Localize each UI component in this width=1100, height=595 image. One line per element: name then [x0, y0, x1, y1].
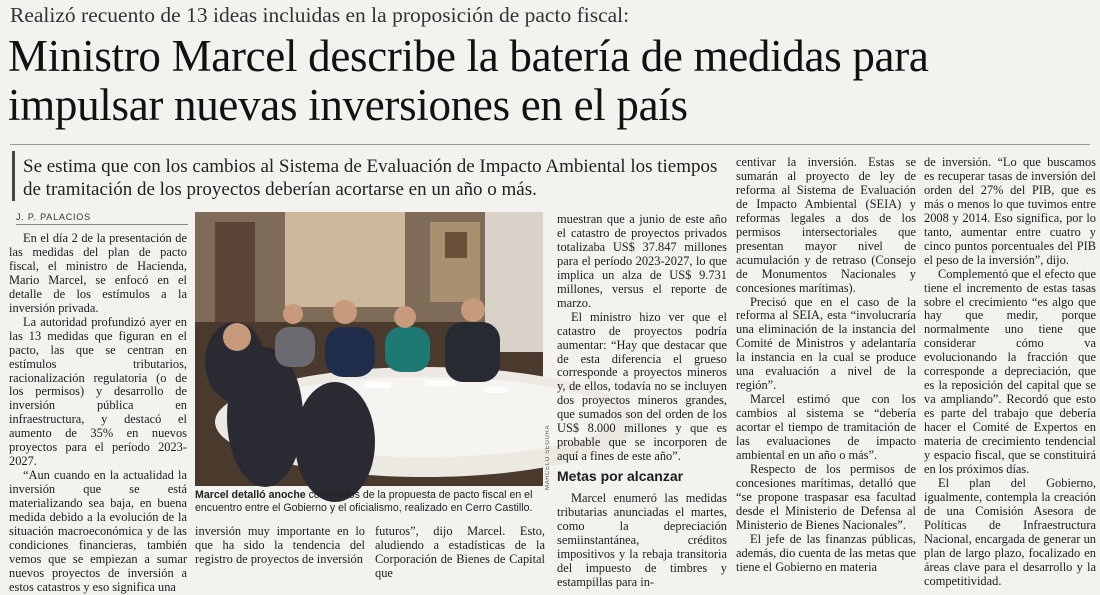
article-column-4: [557, 212, 727, 589]
article-column-6: [924, 155, 1096, 588]
headline: Ministro Marcel describe la batería de medidas para impulsar nuevas inversiones en el país: [8, 31, 929, 130]
photo-caption: [195, 489, 545, 514]
paragraph: Marcel enumeró las medidas tributarias anunciadas el martes, como la depreciación semiinstantánea, créditos impositivos y la rebaja transitoria del impuesto de timbres y estampillas para in-: [557, 491, 727, 589]
article-column-1: [9, 231, 187, 594]
photo-credit: MARCELO SEGURA: [545, 424, 551, 490]
kicker: Realizó recuento de 13 ideas incluidas en la proposición de pacto fiscal:: [10, 3, 630, 27]
paragraph: Marcel estimó que con los cambios al sistema se “debería acortar el tiempo de tramitación de las evaluaciones de impacto ambiental en un año o más”.: [736, 392, 916, 463]
paragraph: Complementó que el efecto que tiene el incremento de estas tasas sobre el crecimiento “es algo que hay que medir, porque normalmente uno tiene que considerar cómo va evolucionando la fracción que corresponde a depreciación, que es la reposición del capital que se va ampliando”. Recordó que esto es parte del trabajo que debería hacer el Comité de Expertos en materia de crecimiento tendencial y espacio fiscal, que se constituirá en los próximos días.: [924, 266, 1096, 476]
article-column-5: [736, 156, 916, 577]
paragraph: El ministro hizo ver que el catastro de proyectos podría aumentar: “Hay que destacar que de esta diferencia el grueso corresponde a proyectos mineros y, de ellos, todavía no se incluyen dos proyectos mineros grandes, que sumados son del orden de los US$ 8.000 millones y que es probable que se incorporen de aquí a fines de este año”.: [557, 309, 727, 464]
meeting-photo-illustration: [195, 212, 543, 486]
paragraph: centivar la inversión. Estas se sumarán al proyecto de ley de reforma al Sistema de Evaluación de Impacto Ambiental (SEIA) y reformas legales a dos de los permisos intersectoriales que presentan mayor nivel de acumulación y de retraso (Consejo de Monumentos Nacionales y concesiones marítimas).: [736, 155, 916, 295]
caption-lead: Marcel detalló anoche: [195, 489, 306, 501]
paragraph: inversión muy importante en lo que ha sido la tendencia del registro de proyectos de inversión: [195, 524, 365, 566]
paragraph: de inversión. “Lo que buscamos es recuperar tasas de inversión del orden del 27% del PIB, que es más o menos lo que tuvimos entre 2008 y 2014. Eso significa, por lo tanto, aumentar entre cuatro y cinco puntos porcentuales del PIB el peso de la inversión”, dijo.: [924, 155, 1096, 267]
caption-text: contenidos de la propuesta de pacto fiscal en el encuentro entre el Gobierno y el oficialismo, realizado en Cerro Castillo.: [195, 489, 533, 514]
article-column-3: [375, 524, 545, 580]
deck: Se estima que con los cambios al Sistema de Evaluación de Impacto Ambiental los tiempos de tramitación de los proyectos deberían acortarse en un año o más.: [23, 156, 718, 200]
subheading: Metas por alcanzar: [557, 468, 684, 485]
paragraph: Precisó que en el caso de la reforma al SEIA, esta “involucraría una eliminación de la instancia del Comité de Ministros y adelantaría la instancia en la cual se produce una evaluación a nivel de la región”.: [736, 294, 916, 393]
paragraph: Respecto de los permisos de concesiones marítimas, detalló que “se propone traspasar esa facultad desde el Ministerio de Defensa al Ministerio de Bienes Nacionales”.: [736, 461, 916, 532]
paragraph: En el día 2 de la presentación de las medidas del plan de pacto fiscal, el ministro de Hacienda, Mario Marcel, se enfocó en el detalle de los estímulos a la inversión privada.: [9, 231, 187, 315]
divider-rule: [10, 144, 1090, 145]
paragraph: futuros”, dijo Marcel. Esto, aludiendo a estadísticas de la Corporación de Bienes de Capital que: [375, 524, 545, 580]
paragraph: La autoridad profundizó ayer en las 13 medidas que figuran en el pacto, las que se centran en estímulos tributarios, racionalización regulatoria (o de los permisos) y desarrollo de inversión pública en infraestructura, y destacó el aumento de 35% en nuevos proyectos para el período 2023-2027.: [9, 314, 187, 469]
paragraph: El plan del Gobierno, igualmente, contempla la creación de una Comisión Asesora de Políticas de Infraestructura Nacional, encargada de generar un plan de largo plazo, focalizado en áreas clave para el desarrollo y la competitividad.: [924, 475, 1096, 588]
paragraph: El jefe de las finanzas públicas, además, dio cuenta de las metas que tiene el Gobierno en materia: [736, 531, 916, 574]
byline-rule: [16, 224, 188, 225]
article-column-2: [195, 525, 365, 577]
deck-bar: [12, 151, 15, 201]
news-photo: [195, 212, 543, 486]
byline: J. P. PALACIOS: [16, 212, 91, 222]
paragraph: muestran que a junio de este año el catastro de proyectos privados totalizaba US$ 37.847 millones para el período 2023-2027, lo que implica un alza de US$ 9.731 millones, versus el reporte de marzo.: [557, 212, 727, 310]
paragraph: “Aun cuando en la actualidad la inversión que se está materializando sea baja, en buena medida debido a la evolución de la situación macroeconómica y de las condiciones financieras, también vemos que se empiezan a sumar nuevos proyectos de inversión a estos catastros y eso significa una: [9, 468, 187, 594]
